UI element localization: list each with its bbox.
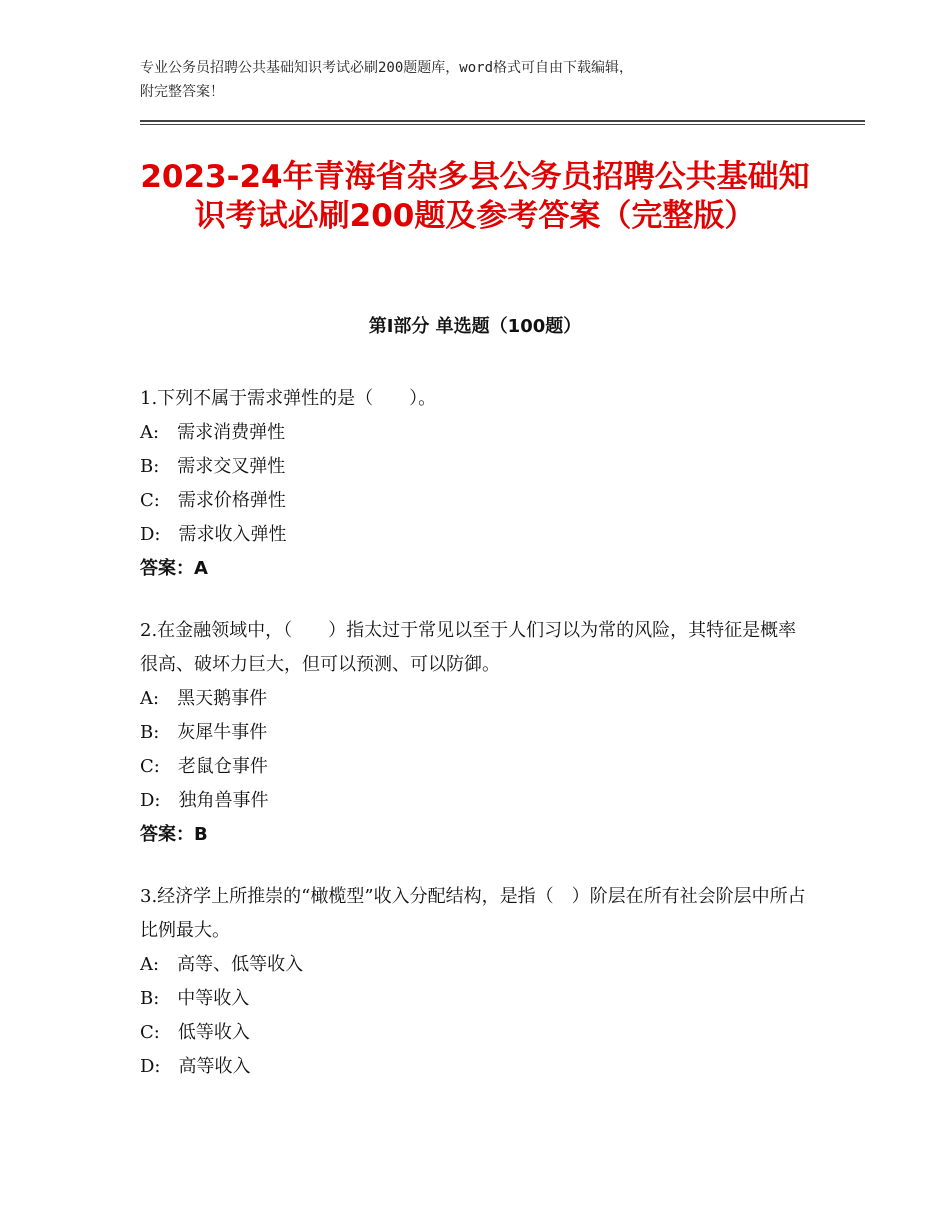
option-d: D: 需求收入弹性 — [140, 524, 287, 545]
question-stem: 1.下列不属于需求弹性的是（ ）。 — [140, 388, 437, 409]
question-stem: 3.经济学上所推崇的“橄榄型”收入分配结构，是指（ ）阶层在所有社会阶层中所占比例最大。 — [140, 886, 806, 941]
question-stem: 2.在金融领域中，（ ）指太过于常见以至于人们习以为常的风险，其特征是概率很高、破坏力巨大，但可以预测、可以防御。 — [140, 620, 797, 675]
option-b: B: 灰犀牛事件 — [140, 722, 268, 743]
option-d: D: 独角兽事件 — [140, 790, 269, 811]
option-a: A: 高等、低等收入 — [140, 954, 304, 975]
question-2 — [140, 614, 810, 852]
option-d: D: 高等收入 — [140, 1056, 251, 1077]
document-title: 2023-24年青海省杂多县公务员招聘公共基础知识考试必刷200题及参考答案（完整版） — [140, 159, 810, 234]
question-3 — [140, 880, 810, 1084]
answer: 答案：A — [140, 558, 208, 579]
option-c: C: 老鼠仓事件 — [140, 756, 268, 777]
section-title: 第Ⅰ部分 单选题（100题） — [368, 316, 582, 337]
header-note: 专业公务员招聘公共基础知识考试必刷200题题库，word格式可自由下载编辑， 附完整答案！ — [140, 60, 633, 100]
header-divider-thick — [140, 120, 865, 122]
header-divider-thin — [140, 124, 865, 125]
option-a: A: 黑天鹅事件 — [140, 688, 268, 709]
question-1 — [140, 382, 810, 586]
option-b: B: 中等收入 — [140, 988, 250, 1009]
option-c: C: 低等收入 — [140, 1022, 250, 1043]
option-c: C: 需求价格弹性 — [140, 490, 286, 511]
question-list — [140, 382, 810, 1112]
answer: 答案：B — [140, 824, 208, 845]
option-a: A: 需求消费弹性 — [140, 422, 286, 443]
option-b: B: 需求交叉弹性 — [140, 456, 286, 477]
